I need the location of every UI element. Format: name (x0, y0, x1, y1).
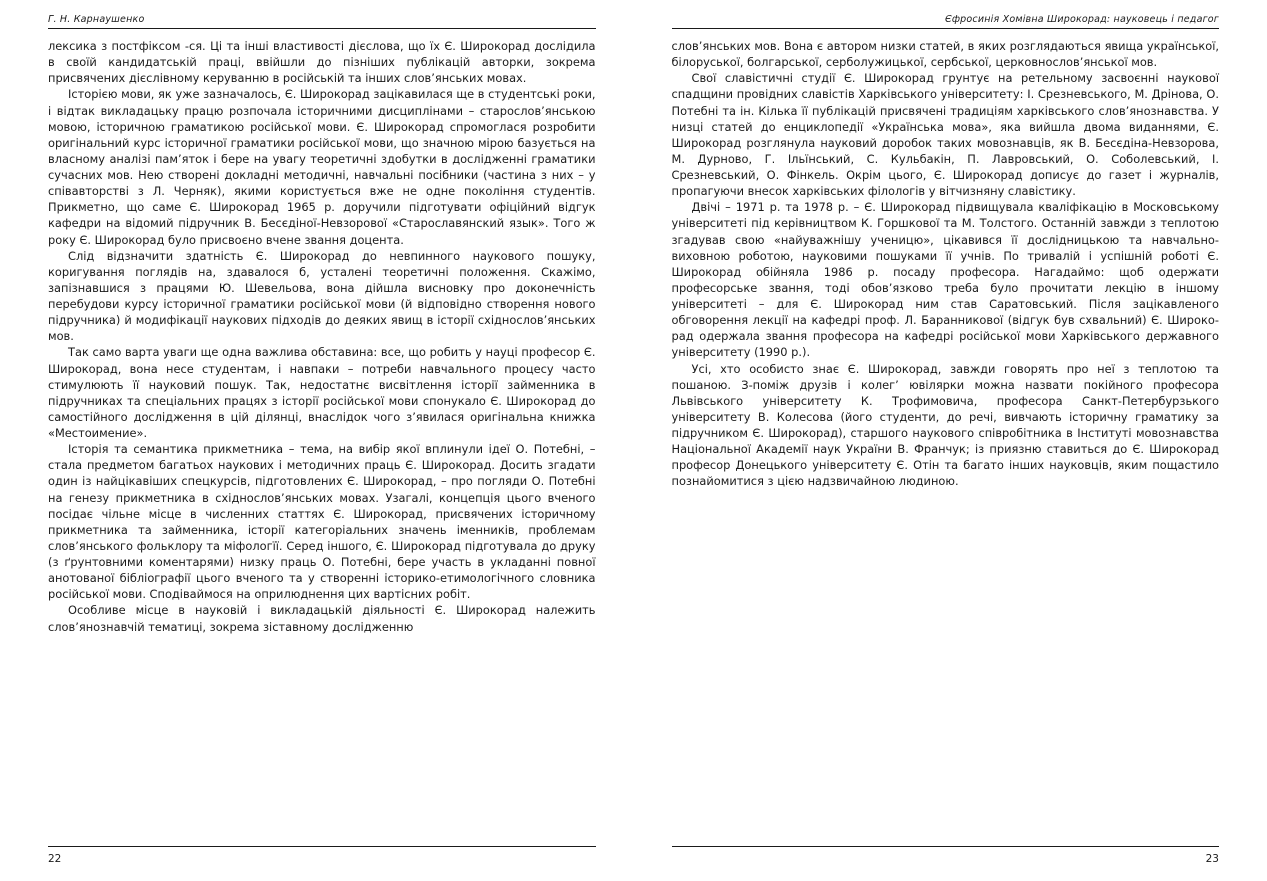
paragraph: лексика з постфіксом -ся. Ці та інші властивості дієслова, що їх Є. Широкорад дослідила в своїй кандидатській праці, ввійшли до пізніших публікацій авторки, зокрема присвячених дієслівному керуванню в російській та інших слов’янських мовах. (48, 39, 596, 86)
running-head-left: Г. Н. Карнаушенко (48, 14, 596, 29)
paragraph: Свої славістичні студії Є. Широкорад грунтує на ретельному засвоєнні наукової спадщини провідних славістів Харківського університету: І. Срезневського, М. Дрінова, О. Потебні та ін. Кілька її публікацій присвячені традиціям харківського слов’янознавства. У низці статей до енциклопедії «Українська мова», яка вийшла двома виданнями, Є. Широкорад розглянула науковий доробок таких мовознавців, як В. Бесєдіна-Невзорова, М. Дурново, Г. Ільїнський, С. Кульбакін, П. Лавровський, О. Соболевський, І. Срезневський, О. Фінкель. Окрім цього, Є. Широкорад дописує до газет і журналів, пропагуючи внесок харківських філологів у вітчизняну славістику. (671, 71, 1219, 199)
body-text-left (48, 38, 596, 635)
paragraph: Слід відзначити здатність Є. Широкорад до невпинного наукового пошуку, коригування поглядів на, здавалося б, усталені теоретичні положення. Скажімо, запізнавшися з працями Ю. Шевельова, вона дійшла висновку про доконечність перебудови курсу історичної граматики російської мови (й відповідно створення нового підручника) й модифікації наукових підходів до деяких явищ в історії східнослов’янських мов. (48, 248, 596, 344)
running-head-right: Єфросинія Хомівна Широкорад: науковець і педагог (672, 14, 1220, 29)
paragraph: слов’янських мов. Вона є автором низки статей, в яких розглядаються явища української, білоруської, болгарської, серболужицької, сербської, церковнослов’янської мов. (671, 39, 1219, 70)
page-number-right: 23 (1205, 853, 1219, 865)
footer-rule-left (48, 846, 596, 847)
paragraph: Особливе місце в науковій і викладацькій діяльності Є. Широкорад належить слов’янознавчій тематиці, зокрема зіставному дослідженню (48, 603, 596, 634)
body-text-right (672, 38, 1220, 490)
page-number-left: 22 (48, 853, 62, 865)
paragraph: Історія та семантика прикметника – тема, на вибір якої вплинули ідеї О. Потебні, – стала предметом багатьох наукових і методичних праць Є. Широкорад. Досить згадати один із найцікавіших спецкурсів, підготовлених Є. Широкорад, – про погляди О. Потебні на генезу прикметника в східнослов’янських мовах. Узагалі, концепція цього вченого посідає чільне місце в численних статтях Є. Широкорад, присвячених історичному прикметника та займенника, історії категоріальних значень іменників, проблемам слов’янського фольклору та міфологїї. Серед іншого, Є. Широкорад підготувала до друку (з ґрунтовними коментарями) низку праць О. Потебні, бере участь в укладанні повної анотованої бібліографії цього вченого та у створенні історико-етимологічного словника російської мови. Сподіваймося на оприлюднення цих вартісних робіт. (48, 442, 596, 602)
page-right (634, 0, 1267, 881)
paragraph: Історією мови, як уже зазначалось, Є. Широкорад зацікавилася ще в студентські роки, і відтак викладацьку працю розпочала історичними дисциплінами – старослов’янською мовою, історичною граматикою російської мови. Є. Широкорад спромоглася розробити оригінальний курс історичної граматики російської мови, що значною мірою базується на власному аналізі пам’яток і бере на увагу теоретичні здобутки в дослідженні граматики сучасних мов. Нею створені докладні методичні, навчальні посібники (частина з них – у співавторстві з Л. Черняк), якими користується вже не одне покоління студентів. Прикметно, що саме Є. Широкорад 1965 р. доручили підготувати офіційний відгук кафедри на відомий підручник В. Бесєдіної-Невзорової «Старославянский язык». Того ж року Є. Широкорад було присвоєно вчене звання доцента. (48, 87, 596, 247)
paragraph: Усі, хто особисто знає Є. Широкорад, завжди говорять про неї з теплотою та пошаною. З-поміж друзів і колег’ ювілярки можна назвати покійного професора Львівського університету К. Трофимовича, професора Санкт-Петербурзького університету В. Колесова (його студенти, до речі, вивчають історичну граматику за підручником Є. Широкорад), старшого наукового співробітника в Інституті мовознавства Національної Академії наук України В. Франчук; із приязню ставиться до Є. Широкорад професор Донецького університету Є. Отін та багато інших науковців, яким пощастило познайомитися з цією надзвичайною людиною. (671, 361, 1219, 489)
footer-rule-right (672, 846, 1220, 847)
paragraph: Двічі – 1971 р. та 1978 р. – Є. Широкорад підвищувала кваліфікацію в Московському університеті під керівництвом К. Горшкової та М. Толстого. Останній завжди з теплотою згадував свою «найуважнішу ученицю», цікавився її дослідницькою та навчально-виховною роботою, науковими пошуками її учнів. По тривалій і успішній роботі Є. Широкорад обійняла 1986 р. посаду професора. Нагадаймо: щоб одержати професорське звання, тоді обов’язково треба було прочитати лекцію в іншому університеті – для Є. Широкорад ним став Саратовський. Після зацікавленого обговорення лекції на кафедрі проф. Л. Баранникової (відгук був схвальний) Є. Широкорад одержала звання професора на кафедрі російської мови Харківського державного університету (1990 р.). (671, 200, 1219, 360)
paragraph: Так само варта уваги ще одна важлива обставина: все, що робить у науці професор Є. Широкорад, вона несе студентам, і навпаки – потреби навчального процесу часто стимулюють її науковий пошук. Так, недостатнє висвітлення історії займенника в підручниках та спеціальних працях з історії російської мови спонукало Є. Широкорад до самостійного дослідження в цій ділянці, внаслідок чого з’явилася оригінальна книжка «Местоимение». (48, 345, 596, 440)
